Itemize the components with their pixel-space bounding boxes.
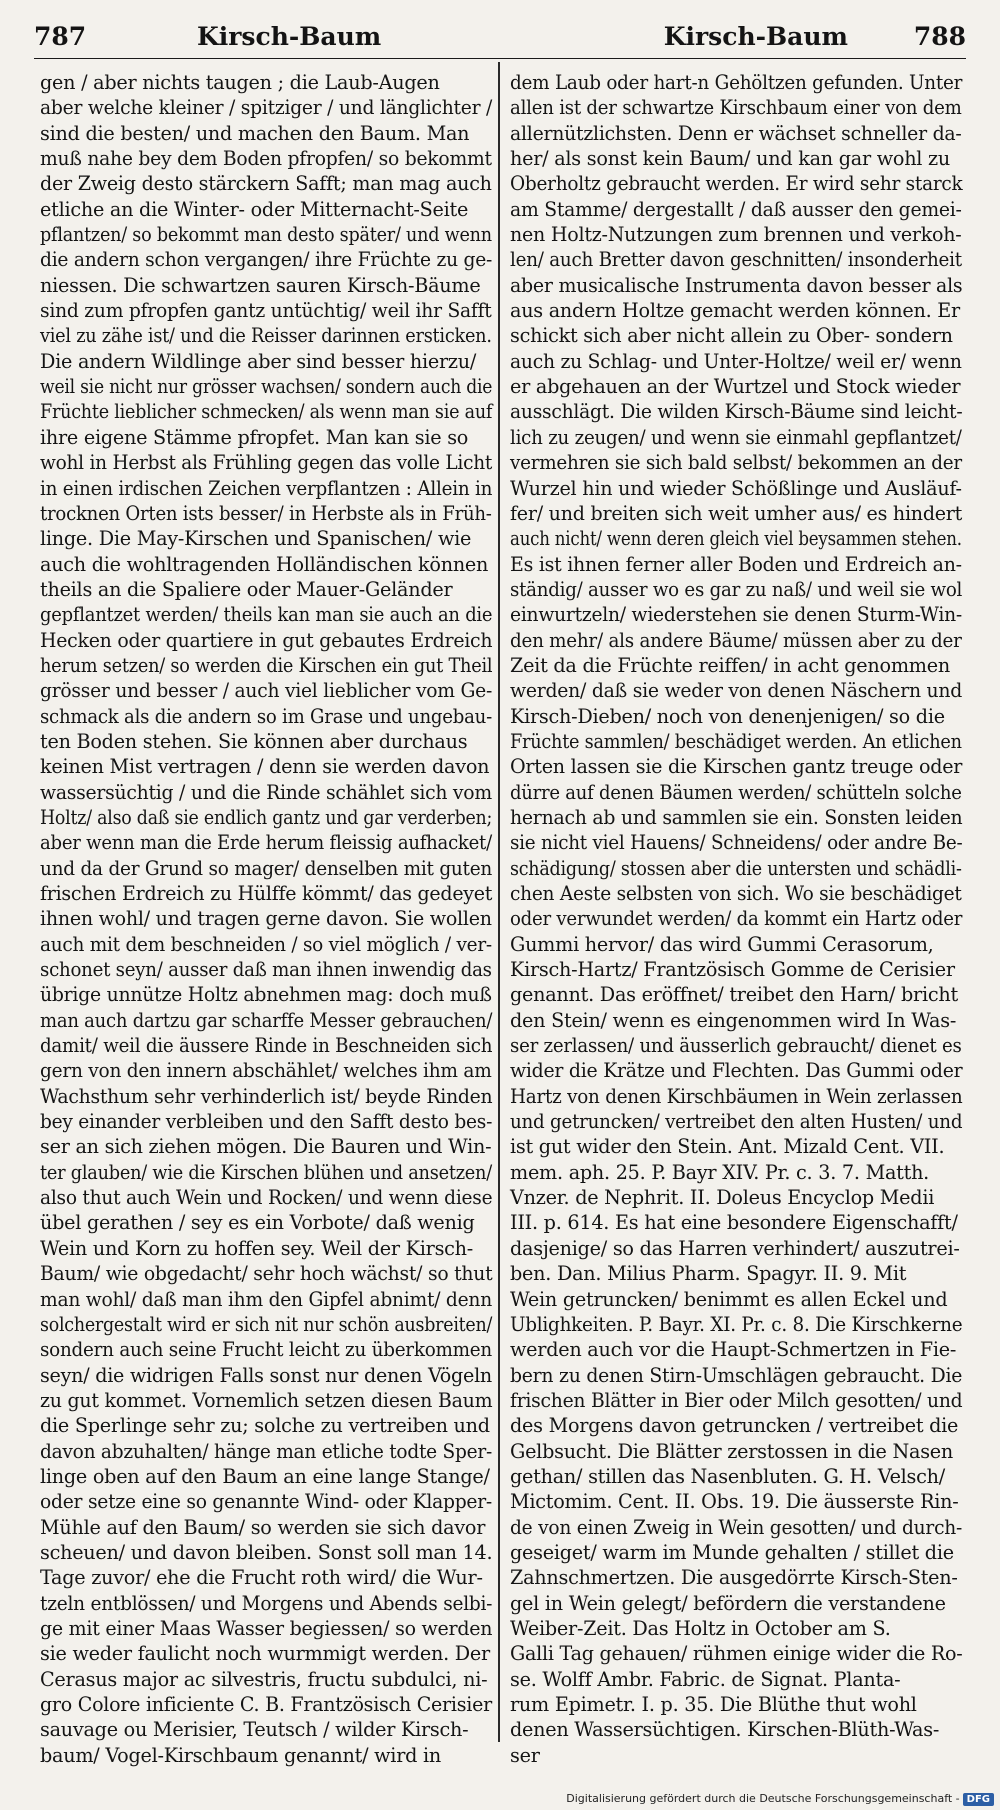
text-line: ihre eigene Stämme pfropfet. Man kan sie so	[40, 425, 469, 449]
text-line: sondern auch seine Frucht leicht zu überkommen	[40, 1338, 492, 1362]
text-line: der Zweig desto stärckern Safft; man mag auch	[40, 172, 492, 196]
text-line: denen Wassersüchtigen. Kirschen-Blüth-Was-	[510, 1718, 940, 1742]
text-line: Die andern Wildlinge aber sind besser hierzu/	[40, 349, 477, 373]
text-line: nen Holtz-Nutzungen zum brennen und verkoh-	[510, 223, 962, 247]
right-text-column	[510, 70, 963, 1767]
text-line: und getruncken/ vertreibet den alten Husten/ und	[510, 1110, 963, 1134]
text-line: her/ als sonst kein Baum/ und kan gar wohl zu	[510, 147, 951, 171]
text-line: Wein und Korn zu hoffen sey. Weil der Kirsch-	[40, 1236, 474, 1260]
text-line: sind die besten/ und machen den Baum. Man	[40, 121, 470, 145]
text-line: ausschlägt. Die wilden Kirsch-Bäume sind leicht-	[510, 400, 963, 424]
text-line: Wachsthum sehr verhinderlich ist/ beyde Rinden	[40, 1084, 493, 1108]
text-line: ser	[510, 1743, 540, 1767]
text-line: am Stamme/ dergestallt / daß ausser den gemei-	[510, 197, 962, 221]
text-line: ge mit einer Maas Wasser begiessen/ so werden	[40, 1616, 493, 1640]
text-line: ist gut wider den Stein. Ant. Mizald Cent. VII.	[510, 1135, 945, 1159]
text-line: Früchte lieblicher schmecken/ als wenn man sie auf	[40, 400, 493, 424]
text-line: auch zu Schlag- und Unter-Holtze/ weil er/ wenn	[510, 349, 962, 373]
text-line: wassersüchtig / und die Rinde schählet sich vom	[40, 780, 492, 804]
text-line: Vnzer. de Nephrit. II. Doleus Encyclop Medii	[510, 1186, 935, 1210]
text-line: viel zu zähe ist/ und die Reisser darinnen ersticken.	[40, 324, 492, 348]
text-line: wider die Krätze und Flechten. Das Gummi oder	[510, 1059, 963, 1083]
text-line: ten Boden stehen. Sie können aber durchaus	[40, 729, 468, 753]
text-line: frischen Blätter in Bier oder Milch gesotten/ und	[510, 1388, 963, 1412]
text-line: übel gerathen / sey es ein Vorbote/ daß wenig	[40, 1211, 475, 1235]
text-line: Orten lassen sie die Kirschen gantz treuge oder	[510, 755, 963, 779]
text-line: Galli Tag gehauen/ rühmen einige wider die Ro-	[510, 1642, 963, 1666]
text-line: gern von den innern abschählet/ welches ihm am	[40, 1059, 492, 1083]
text-line: genannt. Das eröffnet/ treibet den Harn/ bricht	[510, 983, 958, 1007]
left-text-column	[40, 70, 493, 1767]
text-line: sauvage ou Merisier, Teutsch / wilder Kirsch-	[40, 1718, 469, 1742]
text-line: dem Laub oder hart-n Gehöltzen gefunden. Unter	[510, 71, 963, 94]
text-line: Gelbsucht. Die Blätter zerstossen in die Nasen	[510, 1439, 954, 1463]
text-line: hernach ab und sammlen sie ein. Sonsten leiden	[510, 805, 963, 829]
column-divider	[498, 62, 500, 1742]
text-line: auch die wohltragenden Holländischen können	[40, 552, 489, 576]
text-line: und da der Grund so mager/ denselben mit guten	[40, 856, 493, 880]
text-line: werden auch vor die Haupt-Schmertzen in Fie-	[510, 1338, 957, 1362]
page-number-left: 787	[34, 22, 87, 51]
text-line: Es ist ihnen ferner aller Boden und Erdreich an-	[510, 552, 962, 576]
text-line: also thut auch Wein und Rocken/ und wenn diese	[40, 1186, 493, 1210]
text-line: bern zu denen Stirn-Umschlägen gebraucht. Die	[510, 1363, 963, 1387]
text-line: aber welche kleiner / spitziger / und länglichter /	[40, 96, 493, 120]
text-line: frischen Erdreich zu Hülffe kömmt/ das gedeyet	[40, 882, 493, 905]
text-line: aber musicalische Instrumenta davon besser als	[510, 273, 963, 297]
text-line: Wein getruncken/ benimmt es allen Eckel und	[510, 1287, 948, 1311]
text-line: Wurzel hin und wieder Schößlinge und Ausläuf-	[510, 476, 962, 500]
text-line: auch mit dem beschneiden / so viel möglich / ver-	[40, 932, 492, 956]
text-line: bey einander verbleiben und den Safft desto bes-	[40, 1110, 493, 1134]
text-line: man auch dartzu gar scharffe Messer gebrauchen/	[40, 1008, 493, 1032]
text-line: tzeln entblössen/ und Morgens und Abends selbi-	[40, 1591, 493, 1615]
text-line: Früchte sammlen/ beschädiget werden. An etlichen	[510, 729, 962, 753]
text-line: allen ist der schwartze Kirschbaum einer von dem	[510, 96, 962, 120]
text-line: etliche an die Winter- oder Mitternacht-Seite	[40, 197, 469, 221]
running-title-left: Kirsch-Baum	[197, 22, 382, 51]
text-line: Ublighkeiten. P. Bayr. XI. Pr. c. 8. Die Kirschkerne	[510, 1312, 963, 1336]
text-line: man wohl/ daß man ihm den Gipfel abnimt/ denn	[40, 1287, 492, 1311]
text-line: keinen Mist vertragen / denn sie werden davon	[40, 755, 490, 779]
text-line: schonet seyn/ ausser daß man ihnen inwendig das	[40, 958, 492, 982]
digitization-credit	[566, 1792, 994, 1806]
text-line: damit/ weil die äussere Rinde in Beschneiden sich	[40, 1034, 493, 1058]
text-line: mem. aph. 25. P. Bayr XIV. Pr. c. 3. 7. Matth.	[510, 1160, 930, 1184]
text-line: gethan/ stillen das Nasenbluten. G. H. Velsch/	[510, 1464, 945, 1488]
text-line: schickt sich aber nicht allein zu Ober- sondern	[510, 324, 953, 348]
text-line: sie weder faulicht noch wurmmigt werden. Der	[40, 1642, 490, 1666]
text-line: III. p. 614. Es hat eine besondere Eigenschafft/	[510, 1211, 958, 1235]
text-line: Oberholtz gebraucht werden. Er wird sehr starck	[510, 172, 963, 196]
text-line: chen Aeste selbsten von sich. Wo sie beschädiget	[510, 882, 962, 905]
text-line: muß nahe bey dem Boden pfropfen/ so bekommt	[40, 147, 492, 171]
text-line: ben. Dan. Milius Pharm. Spagyr. II. 9. Mit	[510, 1262, 907, 1286]
text-line: dasjenige/ so das Harren verhindert/ auszutrei-	[510, 1236, 960, 1260]
text-line: Gummi hervor/ das wird Gummi Cerasorum,	[510, 932, 934, 956]
text-line: Mictomim. Cent. II. Obs. 19. Die äusserste Rin-	[510, 1490, 959, 1514]
text-line: Kirsch-Dieben/ noch von denenjenigen/ so die	[510, 704, 945, 728]
text-line: Holtz/ also daß sie endlich gantz und gar verderben;	[40, 805, 493, 829]
text-line: theils an die Spaliere oder Mauer-Geländer	[40, 577, 453, 601]
text-line: Zeit da die Früchte reiffen/ in acht genommen	[510, 653, 950, 677]
text-line: linge oben auf den Baum an eine lange Stange/	[40, 1464, 490, 1488]
text-line: den mehr/ als andere Bäume/ müssen aber zu der	[510, 628, 962, 652]
text-line: gro Colore inficiente C. B. Frantzösisch Cerisier	[40, 1693, 492, 1716]
text-line: aber wenn man die Erde herum fleissig aufhacket/	[40, 831, 492, 855]
text-line: linge. Die May-Kirschen und Spanischen/ wie	[40, 527, 472, 551]
credit-text: Digitalisierung gefördert durch die Deutsche Forschungsgemeinschaft -	[566, 1792, 960, 1805]
text-line: dürre auf denen Bäumen werden/ schütteln solche	[510, 780, 962, 804]
text-line: Baum/ wie obgedacht/ sehr hoch wächst/ so thut	[40, 1262, 493, 1286]
text-line: seyn/ die widrigen Falls sonst nur denen Vögeln	[40, 1363, 492, 1387]
text-line: solchergestalt wird er sich nit nur schön ausbreiten/	[40, 1312, 493, 1336]
text-line: Tage zuvor/ ehe die Frucht roth wird/ die Wur-	[40, 1566, 483, 1590]
text-line: ständig/ ausser wo es gar zu naß/ und weil sie wol	[510, 577, 963, 601]
text-line: ter glauben/ wie die Kirschen blühen und ansetzen/	[40, 1160, 492, 1184]
text-line: grösser und besser / auch viel lieblicher vom Ge-	[40, 679, 493, 703]
text-line: ihnen wohl/ und tragen gerne davon. Sie wollen	[40, 907, 492, 931]
text-line: herum setzen/ so werden die Kirschen ein gut Theil	[40, 653, 493, 677]
text-line: einwurtzeln/ wiederstehen sie denen Sturm-Win-	[510, 603, 962, 627]
text-line: Cerasus major ac silvestris, fructu subdulci, ni-	[40, 1667, 488, 1691]
text-line: Zahnschmertzen. Die ausgedörrte Kirsch-Sten-	[510, 1566, 958, 1590]
text-line: Mühle auf den Baum/ so werden sie sich davor	[40, 1515, 486, 1539]
text-line: er abgehauen an der Wurtzel und Stock wieder	[510, 375, 961, 399]
text-line: sie nicht viel Hauens/ Schneidens/ oder andre Be-	[510, 831, 963, 855]
text-line: allernützlichsten. Denn er wächset schneller da-	[510, 121, 962, 145]
text-line: des Morgens davon getruncken / vertreibet die	[510, 1414, 959, 1438]
text-line: die andern schon vergangen/ ihre Früchte zu ge-	[40, 248, 493, 272]
text-line: zu gut kommet. Vornemlich setzen diesen Baum	[40, 1388, 493, 1412]
text-line: ser an sich ziehen mögen. Die Bauren und Win-	[40, 1135, 492, 1159]
text-line: sind zum pfropfen gantz untüchtig/ weil ihr Safft	[40, 299, 492, 323]
running-title-right: Kirsch-Baum	[663, 22, 848, 51]
text-line: Hecken oder quartiere in gut gebautes Erdreich	[40, 628, 493, 652]
text-line: se. Wolff Ambr. Fabric. de Signat. Planta-	[510, 1667, 901, 1691]
text-line: gel in Wein gelegt/ befördern die verstandene	[510, 1591, 946, 1615]
text-line: vermehren sie sich bald selbst/ bekommen an der	[510, 451, 962, 475]
text-line: die Sperlinge sehr zu; solche zu vertreiben und	[40, 1414, 490, 1438]
text-line: oder setze eine so genannte Wind- oder Klapper-	[40, 1490, 492, 1514]
text-line: rum Epimetr. I. p. 35. Die Blüthe thut wohl	[510, 1693, 917, 1716]
page-number-right: 788	[913, 22, 966, 51]
text-line: gepflantzet werden/ theils kan man sie auch an die	[40, 603, 493, 627]
dfg-logo: DFG	[963, 1793, 994, 1806]
text-line: Weiber-Zeit. Das Holtz in October am S.	[510, 1616, 891, 1640]
text-line: pflantzen/ so bekommt man desto später/ und wenn	[40, 223, 492, 247]
text-line: wohl in Herbst als Frühling gegen das volle Licht	[40, 451, 493, 475]
text-line: niessen. Die schwartzen sauren Kirsch-Bäume	[40, 273, 481, 297]
text-line: de von einen Zweig in Wein gesotten/ und durch-	[510, 1515, 963, 1539]
text-line: Hartz von denen Kirschbäumen in Wein zerlassen	[510, 1084, 963, 1108]
text-line: oder verwundet werden/ da kommt ein Hartz oder	[510, 907, 963, 931]
text-line: len/ auch Bretter davon geschnitten/ insonderheit	[510, 248, 962, 272]
text-line: aus andern Holtze gemacht werden können. Er	[510, 299, 960, 323]
text-line: lich zu zeugen/ und wenn sie einmahl gepflantzet/	[510, 425, 962, 449]
text-line: davon abzuhalten/ hänge man etliche todte Sper-	[40, 1439, 492, 1463]
text-line: weil sie nicht nur grösser wachsen/ sondern auch die	[40, 375, 493, 399]
text-line: baum/ Vogel-Kirschbaum genannt/ wird in	[40, 1743, 441, 1767]
text-line: scheuen/ und davon bleiben. Sonst soll man 14.	[40, 1540, 493, 1564]
text-line: trocknen Orten ists besser/ in Herbste als in Früh-	[40, 501, 492, 525]
text-line: auch nicht/ wenn deren gleich viel beysammen stehen.	[510, 527, 962, 551]
text-line: schmack als die andern so im Grase und ungebau-	[40, 704, 492, 728]
text-line: geseiget/ warm im Munde gehalten / stillet die	[510, 1540, 954, 1564]
text-line: werden/ daß sie weder von denen Näschern und	[510, 679, 963, 703]
text-line: Kirsch-Hartz/ Frantzösisch Gomme de Cerisier	[510, 958, 955, 982]
text-line: den Stein/ wenn es eingenommen wird In Was-	[510, 1008, 957, 1032]
text-line: übrige unnütze Holtz abnehmen mag: doch muß	[40, 983, 492, 1007]
text-line: schädigung/ stossen aber die untersten und schädli-	[510, 856, 962, 880]
text-line: in einen irdischen Zeichen verpflantzen : Allein in	[40, 476, 493, 500]
page-header	[34, 14, 966, 59]
text-line: ser zerlassen/ und äusserlich gebraucht/ dienet es	[510, 1034, 962, 1058]
text-line: fer/ und breiten sich weit umher aus/ es hindert	[510, 501, 963, 525]
text-line: gen / aber nichts taugen ; die Laub-Augen	[40, 71, 440, 94]
